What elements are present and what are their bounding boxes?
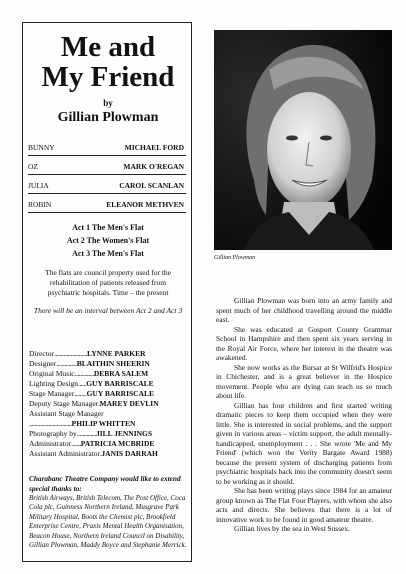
- author-name: Gillian Plowman: [57, 110, 159, 125]
- bio-paragraph: She now works as the Bursar at St Wilfrid's Hospice in Chichester, and is a great believer in the Hospice movement. People who are dying can teach us so much about life.: [216, 362, 392, 400]
- bio-paragraph: Gillian lives by the sea in West Sussex.: [234, 524, 350, 533]
- credit-line: Photography by..............JILL JENNINGS: [29, 429, 153, 438]
- cast-role: BUNNY: [28, 143, 55, 152]
- act-line: Act 2 The Women's Flat: [66, 236, 150, 245]
- interval-note: There will be an interval between Act 2 and Act 3: [33, 306, 183, 315]
- act-line: Act 3 The Men's Flat: [72, 249, 144, 258]
- credit-line: Deputy Stage Manager.MAREY DEVLIN: [29, 399, 159, 408]
- bio-paragraph: She has been writing plays since 1984 for an amateur group known as The Flat Four Players, with whom she also acts and directs. She believes that there is a lot of innovative work to be found in good amateur theatre.: [216, 486, 392, 524]
- cast-role: OZ: [28, 162, 38, 171]
- cast-row: [28, 197, 186, 213]
- cast-row: [28, 140, 186, 156]
- play-title-line-2: My Friend: [41, 61, 175, 93]
- credit-line: Director........................LYNNE PARKER: [29, 349, 146, 358]
- bio-paragraph: Gillian Plowman was born into an army family and spent much of her childhood travelling around the middle east.: [216, 296, 392, 324]
- cast-row: [28, 159, 186, 175]
- cast-actor: MARK O'REGAN: [123, 162, 184, 171]
- credit-line: Lighting Design......GUY BARRISCALE: [29, 379, 154, 388]
- credit-line: ...............................PHILIP WHITTEN: [29, 419, 136, 428]
- setting-note: The flats are council property used for the rehabilitation of patients released from psychiatric hospitals. Time – the present: [45, 268, 171, 297]
- credit-line: Administrator.......PATRICIA MCBRIDE: [29, 439, 155, 448]
- bio-paragraph: She was educated at Gosport County Grammar School in Hampshire and then spent six years serving in the Royal Air Force, where her interest in the theatre was awakened.: [216, 324, 392, 362]
- credit-line: Original Music..............DEBRA SALEM: [29, 369, 149, 378]
- cast-actor: ELEANOR METHVEN: [106, 200, 184, 209]
- cast-row: [28, 178, 186, 194]
- cast-role: ROBIN: [28, 200, 52, 209]
- thanks-list: British Airways, British Telecom, The Post Office, Coca Cola plc, Guinness Northern Ireland, Musgrave Park Military Hospital, Boots the Chemist plc, Brookfield Enterprise Centre, Praxis Mental Health Organisation, Beacon House, Northern Ireland Council on Disability, Gillian Plowman, Maddy Boyce and Stephanie Merrick.: [29, 494, 187, 550]
- credit-line: Assistant Administrator.JANIS DARRAH: [29, 449, 158, 458]
- photo-caption: Gillian Plowman: [214, 255, 256, 261]
- author-biography: [216, 296, 392, 534]
- bio-paragraph: Gillian has four children and first started writing dramatic pieces to keep them occupied when they were little. She is interested in social problems, and the support given in various areas – victim support, the adult mentally-handicapped, unemployment . . . She wrote 'Me and My Friend' (which won the Verity Bargate Award 1988) because the present system of discharging patients from psychiatric hospitals back into the community doesn't seem to be working as it should.: [216, 400, 392, 486]
- credit-line: Assistant Stage Manager: [29, 409, 104, 418]
- byline: by: [103, 98, 113, 108]
- author-photo: [214, 30, 392, 250]
- play-title-line-1: Me and: [60, 31, 156, 63]
- act-line: Act 1 The Men's Flat: [72, 223, 144, 232]
- cast-actor: MICHAEL FORD: [124, 143, 184, 152]
- thanks-heading: Charabanc Theatre Company would like to extend special thanks to:: [29, 474, 181, 493]
- cast-actor: CAROL SCANLAN: [119, 181, 184, 190]
- cast-role: JULIA: [28, 181, 49, 190]
- cast-and-credits-panel: [22, 22, 192, 562]
- credit-line: Designer...............BLAITHIN SHEERIN: [29, 359, 150, 368]
- credit-line: Stage Manager.........GUY BARRISCALE: [29, 389, 155, 398]
- portrait-image: [214, 30, 392, 250]
